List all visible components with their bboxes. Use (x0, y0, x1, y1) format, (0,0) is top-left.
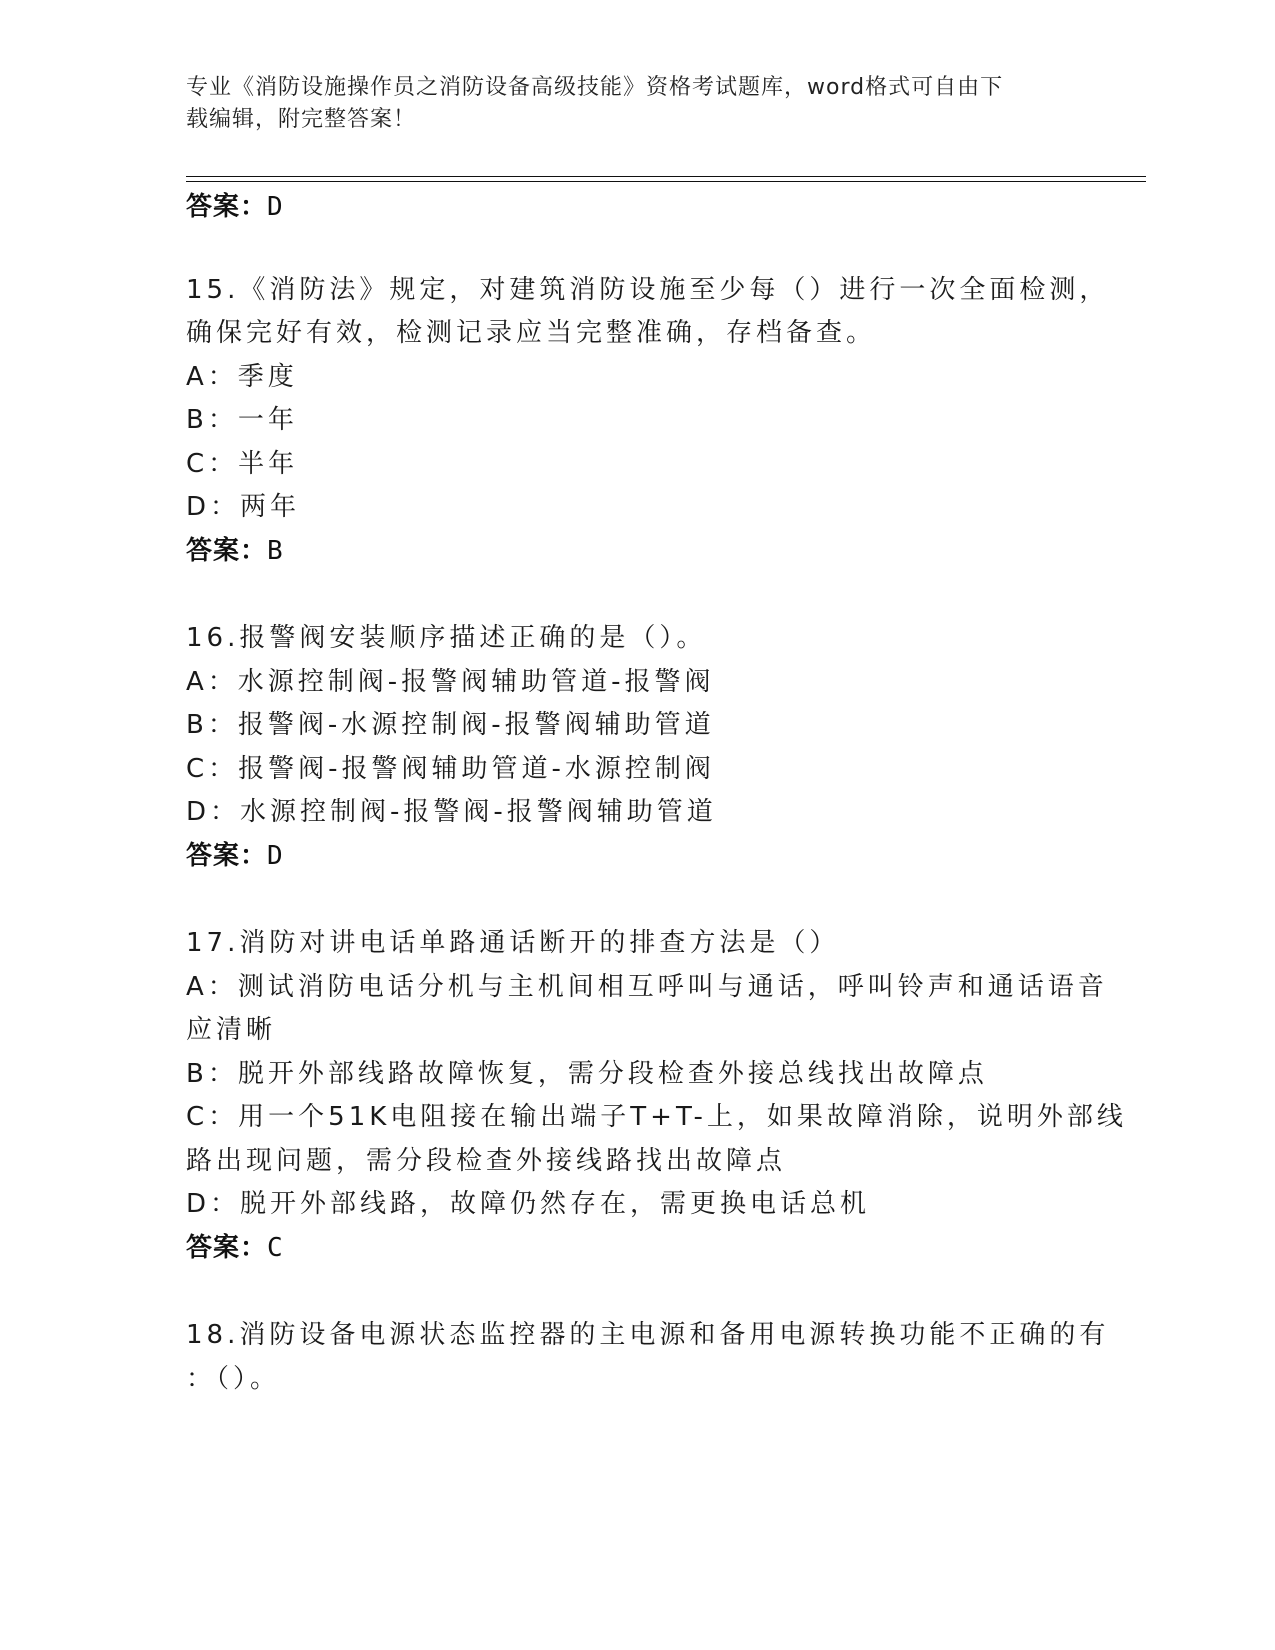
answer-label: 答案： (186, 536, 268, 566)
document-header (186, 72, 1066, 136)
header-line-1: 专业《消防设施操作员之消防设备高级技能》资格考试题库，word格式可自由下 (186, 75, 1004, 100)
question-stem-continued: ：（）。 (186, 1364, 281, 1394)
question-stem: 确保完好有效，检测记录应当完整准确，存档备查。 (186, 318, 877, 348)
option-a: A：测试消防电话分机与主机间相互呼叫与通话，呼叫铃声和通话语音 (186, 972, 1108, 1002)
question-stem: 17.消防对讲电话单路通话断开的排查方法是（） (186, 928, 840, 958)
option-c: C：半年 (186, 449, 299, 479)
answer-label: 答案： (186, 192, 268, 222)
answer-value: D (267, 192, 284, 222)
answer-value: C (267, 1233, 284, 1263)
header-divider (186, 176, 1146, 177)
option-d: D：水源控制阀-报警阀-报警阀辅助管道 (186, 797, 717, 827)
answer-line (186, 534, 284, 568)
question-stem: 18.消防设备电源状态监控器的主电源和备用电源转换功能不正确的有 (186, 1320, 1110, 1350)
header-divider-double (186, 181, 1146, 182)
answer-line (186, 190, 284, 224)
option-a-continued: 应清晰 (186, 1015, 277, 1045)
question-stem: 15.《消防法》规定，对建筑消防设施至少每（）进行一次全面检测， (186, 275, 1110, 305)
option-b: B：脱开外部线路故障恢复，需分段检查外接总线找出故障点 (186, 1059, 988, 1089)
option-b: B：一年 (186, 405, 298, 435)
answer-value: B (267, 536, 284, 566)
answer-label: 答案： (186, 841, 268, 871)
option-b: B：报警阀-水源控制阀-报警阀辅助管道 (186, 710, 715, 740)
answer-label: 答案： (186, 1233, 268, 1263)
answer-value: D (267, 841, 284, 871)
option-c-continued: 路出现问题，需分段检查外接线路找出故障点 (186, 1146, 787, 1176)
answer-line (186, 1231, 284, 1265)
option-a: A：水源控制阀-报警阀辅助管道-报警阀 (186, 667, 715, 697)
question-stem: 16.报警阀安装顺序描述正确的是（）。 (186, 623, 707, 653)
header-line-2: 载编辑，附完整答案！ (186, 107, 417, 132)
answer-line (186, 839, 284, 873)
option-c: C：用一个51K电阻接在输出端子T+T-上，如果故障消除，说明外部线 (186, 1102, 1127, 1132)
option-d: D：脱开外部线路，故障仍然存在，需更换电话总机 (186, 1189, 871, 1219)
option-d: D：两年 (186, 492, 301, 522)
option-c: C：报警阀-报警阀辅助管道-水源控制阀 (186, 754, 715, 784)
option-a: A：季度 (186, 362, 298, 392)
